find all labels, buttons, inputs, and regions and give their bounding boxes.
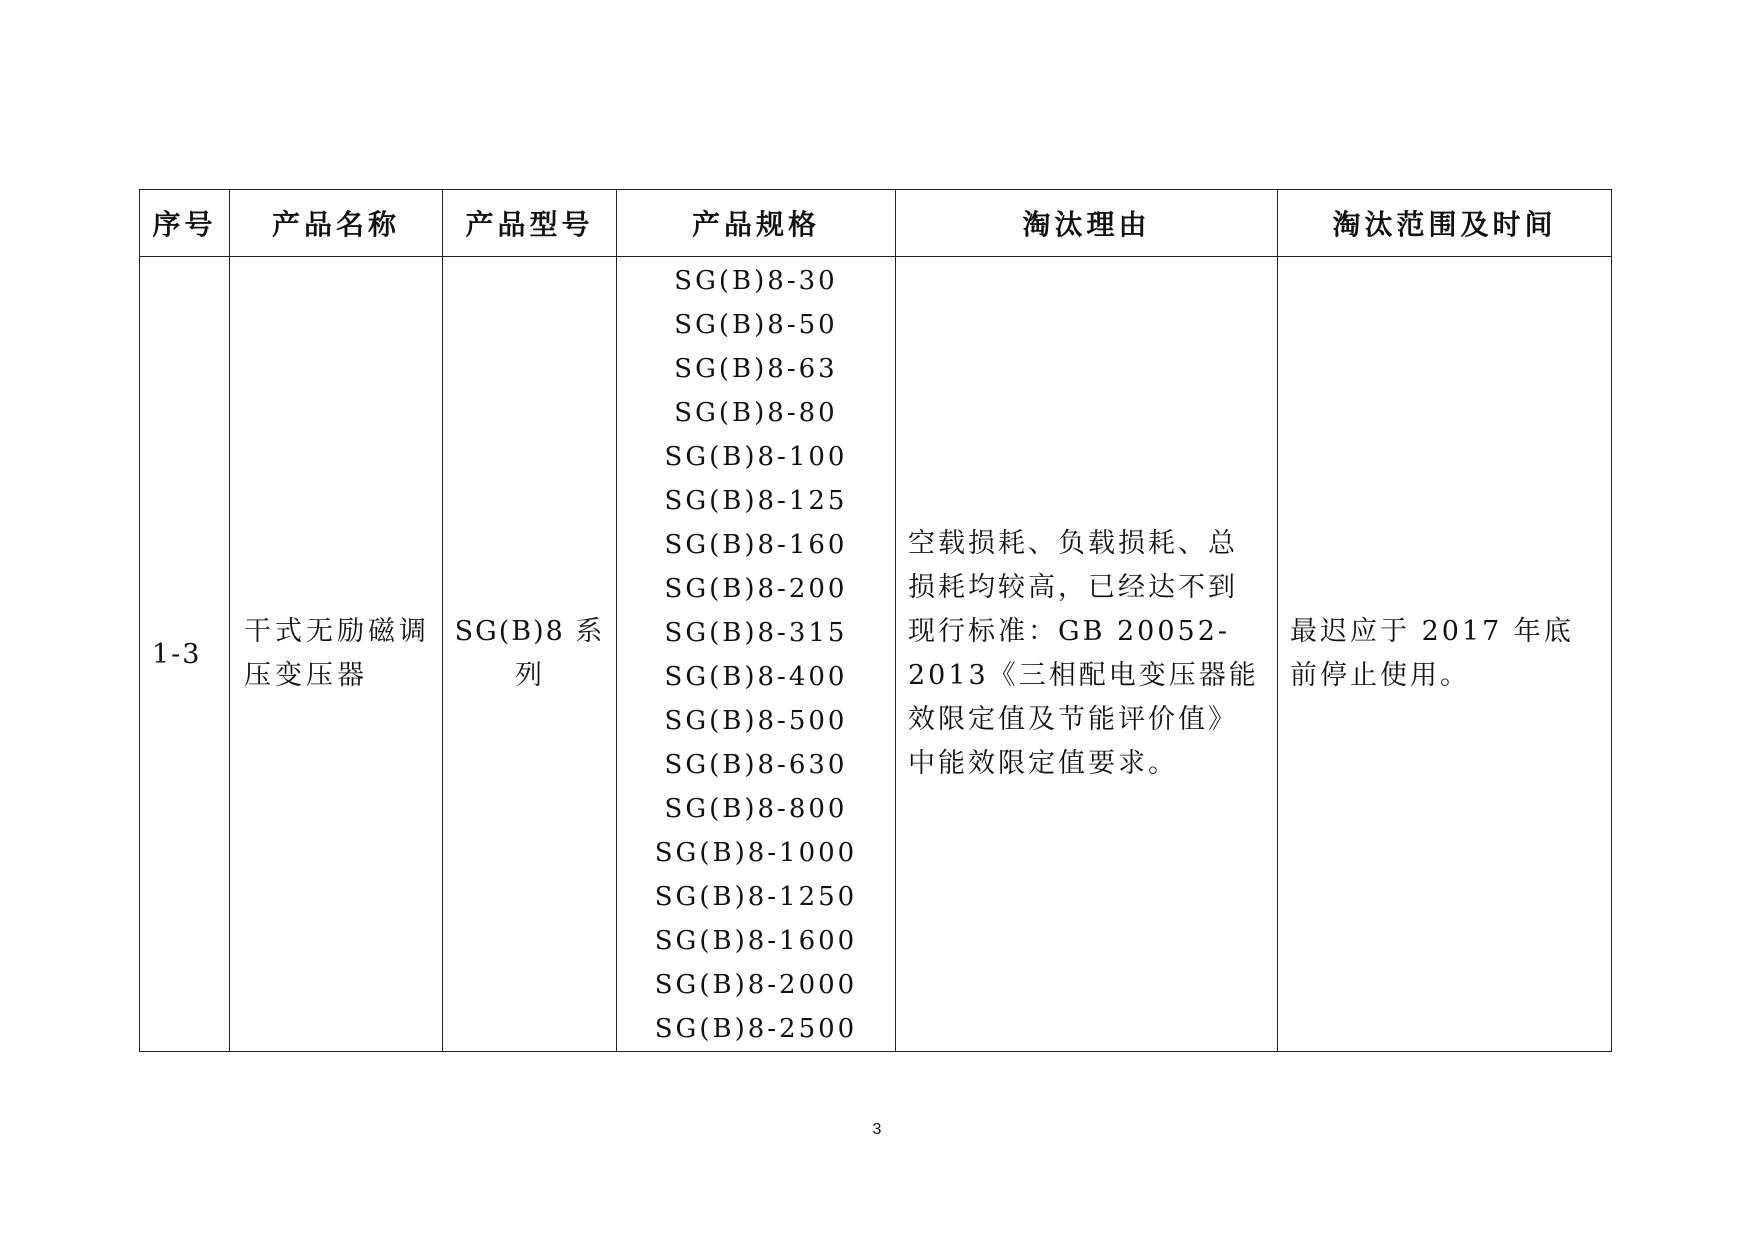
spec-item: SG(B)8-1600 bbox=[654, 926, 858, 956]
spec-item: SG(B)8-500 bbox=[664, 706, 848, 736]
cell-serial-number: 1-3 bbox=[140, 257, 230, 1052]
cell-product-model: SG(B)8 系列 bbox=[443, 257, 617, 1052]
spec-list bbox=[617, 259, 895, 1051]
cell-elimination-scope-time: 最迟应于 2017 年底前停止使用。 bbox=[1278, 257, 1612, 1052]
spec-item: SG(B)8-125 bbox=[664, 486, 848, 516]
spec-item: SG(B)8-315 bbox=[664, 618, 848, 648]
page-number: 3 bbox=[872, 1121, 882, 1138]
spec-item: SG(B)8-80 bbox=[674, 398, 838, 428]
header-product-model: 产品型号 bbox=[443, 190, 617, 257]
header-product-spec: 产品规格 bbox=[617, 190, 896, 257]
cell-elimination-reason: 空载损耗、负载损耗、总损耗均较高，已经达不到现行标准：GB 20052-2013《三相配电变压器能效限定值及节能评价值》中能效限定值要求。 bbox=[896, 257, 1278, 1052]
cell-product-name: 干式无励磁调压变压器 bbox=[230, 257, 443, 1052]
header-elimination-reason: 淘汰理由 bbox=[896, 190, 1278, 257]
spec-item: SG(B)8-1000 bbox=[654, 838, 858, 868]
spec-item: SG(B)8-200 bbox=[664, 574, 848, 604]
spec-item: SG(B)8-800 bbox=[664, 794, 848, 824]
spec-item: SG(B)8-630 bbox=[664, 750, 848, 780]
spec-item: SG(B)8-160 bbox=[664, 530, 848, 560]
spec-item: SG(B)8-50 bbox=[674, 310, 838, 340]
elimination-table bbox=[139, 189, 1612, 1052]
spec-item: SG(B)8-1250 bbox=[654, 882, 858, 912]
header-elimination-scope-time: 淘汰范围及时间 bbox=[1278, 190, 1612, 257]
table-header-row bbox=[140, 190, 1612, 257]
header-serial-number: 序号 bbox=[140, 190, 230, 257]
spec-item: SG(B)8-400 bbox=[664, 662, 848, 692]
cell-product-spec bbox=[617, 257, 896, 1052]
spec-item: SG(B)8-2500 bbox=[654, 1014, 858, 1044]
spec-item: SG(B)8-30 bbox=[674, 266, 838, 296]
elimination-table-container bbox=[139, 189, 1611, 1052]
spec-item: SG(B)8-2000 bbox=[654, 970, 858, 1000]
spec-item: SG(B)8-63 bbox=[674, 354, 838, 384]
spec-item: SG(B)8-100 bbox=[664, 442, 848, 472]
header-product-name: 产品名称 bbox=[230, 190, 443, 257]
table-row bbox=[140, 257, 1612, 1052]
